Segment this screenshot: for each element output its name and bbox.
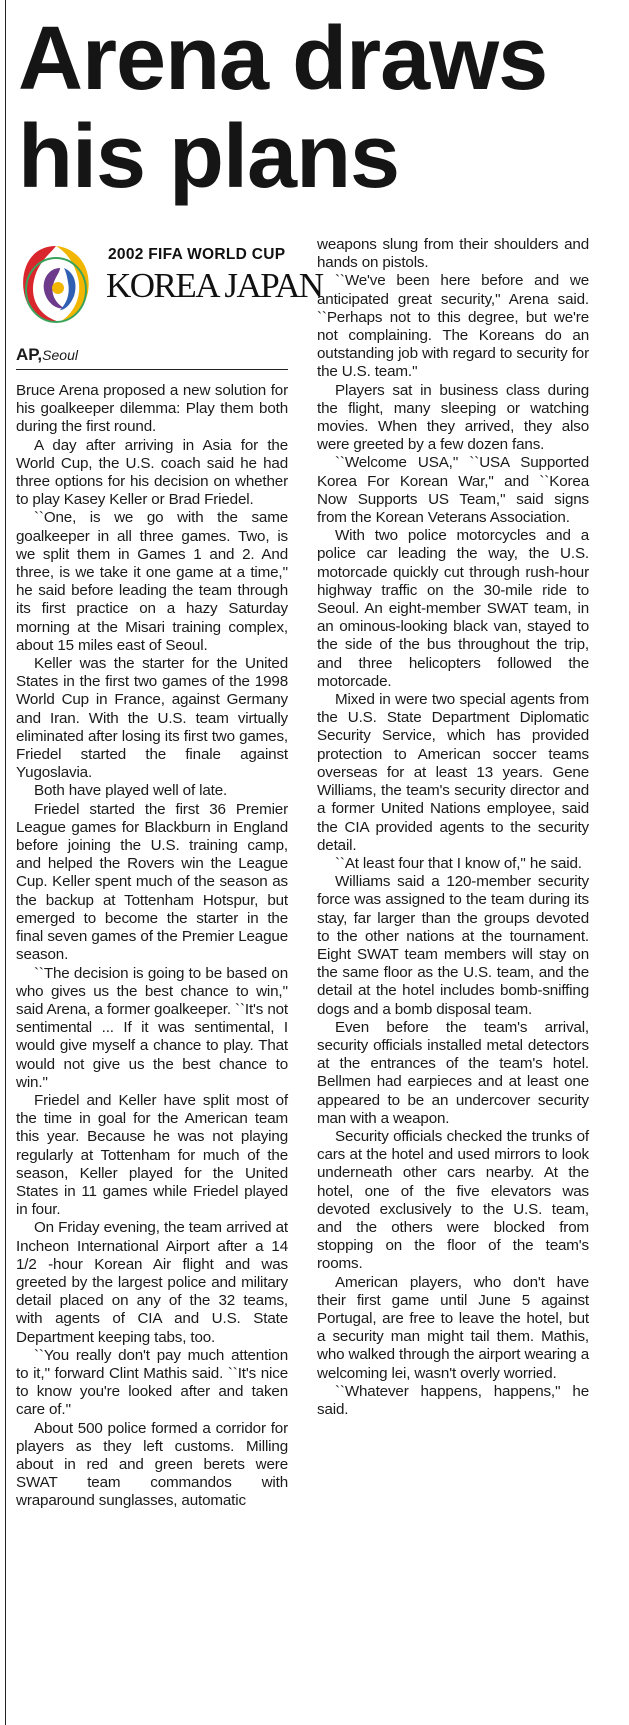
paragraph: Williams said a 120-member security force was assigned to the team during its stay, far larger than the groups devoted to the other nations at the tournament. Eight SWAT team members will stay on the same floor as the U.S. team, and the detail at the hotel includes bomb-sniffing dogs and a bomb disposal team. [317,873,589,1018]
logo-host-line: KOREA JAPAN [106,266,323,305]
paragraph: ``You really don't pay much attention to it,'' forward Clint Mathis said. ``It's nice to know you're looked after and taken care of.'' [16,1346,288,1419]
paragraph: On Friday evening, the team arrived at Incheon International Airport after a 14 1/2 -hour Korean Air flight and was greeted by the largest police and military detail placed on any of the 32 teams, with agents of CIA and U.S. State Department keeping tabs, too. [16,1219,288,1346]
paragraph: About 500 police formed a corridor for players as they left customs. Milling about in red and green berets were SWAT team commandos with wraparound sunglasses, automatic [16,1419,288,1510]
paragraph: American players, who don't have their first game until June 5 against Portugal, are free to leave the hotel, but a security man might tail them. Mathis, who walked through the airport wearing a welcoming lei, wasn't overly worried. [317,1273,589,1382]
paragraph: ``Welcome USA,'' ``USA Supported Korea For Korean War,'' and ``Korea Now Supports US Team,'' said signs from the Korean Veterans Association. [317,454,589,527]
article-column-right [317,236,589,1419]
paragraph: Players sat in business class during the flight, many sleeping or watching movies. When they arrived, they also were greeted by a few dozen fans. [317,381,589,454]
paragraph: Friedel and Keller have split most of the time in goal for the American team this year. Because he was not playing regularly at Tottenham for much of the season, Keller played for the United States in 11 games while Friedel played in four. [16,1091,288,1219]
world-cup-emblem-icon [16,238,96,328]
paragraph: Bruce Arena proposed a new solution for his goalkeeper dilemma: Play them both during the first round. [16,382,288,436]
article-column-left [16,382,288,1511]
paragraph: A day after arriving in Asia for the World Cup, the U.S. coach said he had three options for his decision on whether to play Kasey Keller or Brad Friedel. [16,436,288,509]
paragraph: Both have played well of late. [34,782,228,800]
logo-event-line: 2002 FIFA WORLD CUP [108,246,286,263]
paragraph: weapons slung from their shoulders and hands on pistols. [317,236,589,272]
paragraph: ``One, is we go with the same goalkeeper in all three games. Two, is we split them in Games 1 and 2. And three, is we take it one game at a time,'' he said before leading the team through its first practice on a hazy Saturday morning at the Misari training complex, about 15 miles east of Seoul. [16,509,288,654]
paragraph: ``At least four that I know of,'' he said. [335,854,582,872]
paragraph: Friedel started the first 36 Premier League games for Blackburn in England before joining the U.S. training camp, and helped the Rovers win the League Cup. Keller spent much of the season as the backup at Tottenham Hotspur, but emerged to become the starter in the final seven games of the Premier League season. [16,800,288,964]
paragraph: ``The decision is going to be based on who gives us the best chance to win,'' said Arena, a former goalkeeper. ``It's not sentimental ... If it was sentimental, I would give myself a chance to play. That would not give us the best chance to win.'' [16,964,288,1091]
byline-agency: AP, [16,345,43,364]
emblem-core [52,282,64,294]
headline: Arena draws his plans [18,9,548,207]
paragraph: Mixed in were two special agents from the U.S. State Department Diplomatic Security Service, which has provided protection to American soccer teams overseas for at least 13 years. Gene Williams, the team's security director and a former United Nations employee, said the CIA provided agents to the security detail. [317,691,589,854]
paragraph: Keller was the starter for the United States in the first two games of the 1998 World Cup in France, against Germany and Iran. With the U.S. team virtually eliminated after losing its first two games, Friedel started the finale against Yugoslavia. [16,655,288,782]
paragraph: Security officials checked the trunks of cars at the hotel and used mirrors to look underneath other cars nearby. At the hotel, one of the five elevators was devoted exclusively to the U.S. team, and the others were blocked from stopping on the floor of the team's rooms. [317,1127,589,1273]
left-column-rule [5,0,6,1725]
byline [16,345,288,370]
byline-city: Seoul [42,347,78,363]
world-cup-logo [16,236,323,334]
paragraph: ``We've been here before and we anticipated great security,'' Arena said. ``Perhaps not to this degree, but we're not complaining. The Koreans do an outstanding job with regard to security for the U.S. team.'' [317,272,589,381]
paragraph: ``Whatever happens, happens,'' he said. [317,1382,589,1418]
paragraph: With two police motorcycles and a police car leading the way, the U.S. motorcade quickly cut through rush-hour highway traffic on the 30-mile ride to Seoul. An eight-member SWAT team, in an ominous-looking black van, stayed to the side of the bus throughout the trip, and three helicopters followed the motorcade. [317,527,589,690]
paragraph: Even before the team's arrival, security officials installed metal detectors at the entrances of the team's hotel. Bellmen had earpieces and at least one appeared to be an undercover security man with a weapon. [317,1018,589,1127]
